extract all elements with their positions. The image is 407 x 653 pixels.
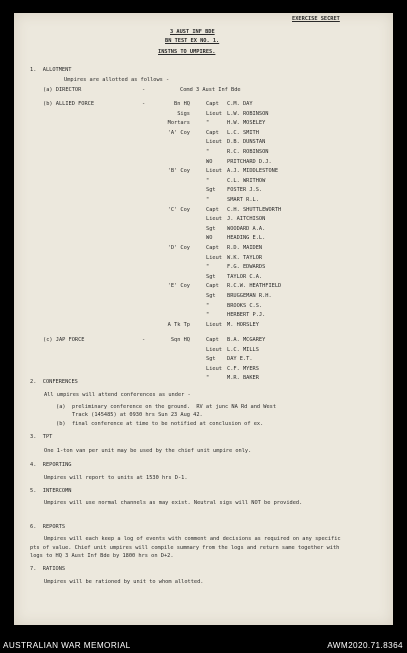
umpire-name: L.C. SMITH [227,129,259,136]
section-7-text: Umpires will be rationed by unit to whom allotted. [44,579,204,585]
umpire-name: A.J. MIDDLESTONE [227,168,279,175]
jap-force-dash: - [142,337,146,343]
umpire-rank: WO [206,235,213,242]
umpire-name: M.R. BAKER [227,375,259,382]
umpire-rank: " [206,149,210,155]
umpire-rank: Sgt [206,273,216,280]
umpire-rank: Lieut [206,254,222,261]
umpire-rank: " [206,375,210,382]
umpire-unit: Sqn HQ [170,337,190,343]
conference-a-line-1: (a) preliminary conference on the ground. RV at junc NA Rd and West [56,404,277,410]
accession-number: AWM2020.71.8364 [327,641,403,650]
section-6-text: Umpires will each keep a log of events with comment and decisions as required on any specific pts of value. Chief unit umpires will compile summary from the logs and return same together with logs to HQ 3 Aust Inf Bde by 1800 hrs on D+2. [30,536,341,560]
director-value: Comd 3 Aust Inf Bde [180,87,241,93]
umpire-rank: " [206,197,210,203]
umpire-unit: 'A' Coy [167,129,190,136]
section-5-text: Umpires will use normal channels as may exist. Neutral sigs will NOT be provided. [44,500,303,506]
umpire-name: BRUGGEMAN R.H. [227,293,272,299]
director-dash: - [142,87,146,93]
umpire-unit: A Tk Tp [167,321,190,328]
umpire-rank: Sgt [206,187,216,194]
umpire-rank: Capt [206,206,219,213]
umpire-name: M. HORSLEY [227,321,259,328]
umpire-name: L.C. MILLS [227,346,259,353]
umpire-rank: Capt [206,283,219,290]
umpire-unit: 'D' Coy [167,245,190,251]
section-2-intro: All umpires will attend conferences as under - [44,392,191,398]
section-4-text: Umpires will report to units at 1530 hrs D-1. [44,475,188,481]
umpire-name: W.K. TAYLOR [227,254,263,261]
umpire-name: BROOKS C.S. [227,302,263,309]
umpire-name: C.H. SHUTTLEWORTH [227,206,282,213]
allied-force-dash: - [142,101,146,107]
umpire-rank: WO [206,158,213,165]
umpire-name: TAYLOR C.A. [227,273,263,280]
umpire-name: F.G. EDWARDS [227,264,266,271]
umpire-rank: Capt [206,337,219,343]
umpire-name: R.C. ROBINSON [227,149,269,155]
umpire-name: L.W. ROBINSON [227,110,269,117]
umpire-name: C.F. MYERS [227,365,259,372]
section-1-intro: Umpires are allotted as follows - [64,77,170,83]
section-1-heading: 1. ALLOTMENT [30,67,72,73]
umpire-name: D.B. DUNSTAN [227,139,266,146]
umpire-rank: Capt [206,129,219,136]
umpire-rank: Sgt [206,225,216,232]
document-page [14,13,393,625]
section-6-heading: 6. REPORTS [30,524,66,530]
umpire-name: H.W. MOSELEY [227,120,266,127]
section-2-heading: 2. CONFERENCES [30,379,78,385]
jap-force-label: (c) JAP FORCE [43,337,85,343]
archive-footer [0,627,407,653]
classification-mark: EXERCISE SECRET [292,16,340,22]
umpire-rank: Capt [206,245,219,251]
umpire-name: PRITCHARD D.J. [227,158,272,165]
section-3-text: One 1-ton van per unit may be used by the chief unit umpire only. [44,448,252,454]
umpire-unit: 'C' Coy [167,206,190,213]
umpire-unit: Sigs [177,110,190,117]
umpire-unit: 'E' Coy [167,283,190,290]
archive-name: AUSTRALIAN WAR MEMORIAL [3,641,131,650]
conference-a-line-2: Track (145485) at 0930 hrs Sun 23 Aug 42. [72,412,203,418]
umpire-rank: " [206,120,210,127]
allied-force-label: (b) ALLIED FORCE [43,101,95,107]
umpire-rank: Sgt [206,293,216,299]
umpire-rank: " [206,302,210,309]
umpire-rank: Capt [206,101,219,107]
section-5-heading: 5. INTERCOMN [30,488,72,494]
umpire-name: DAY E.T. [227,356,253,363]
umpire-rank: Lieut [206,346,222,353]
umpire-rank: Lieut [206,139,222,146]
conference-b: (b) final conference at time to be notified at conclusion of ex. [56,421,264,427]
umpire-name: WOODARD A.A. [227,225,266,232]
section-7-heading: 7. RATIONS [30,566,66,572]
umpire-rank: Lieut [206,321,222,328]
umpire-name: R.D. MAIDEN [227,245,263,251]
umpire-name: SMART R.L. [227,197,259,203]
umpire-name: R.C.W. HEATHFIELD [227,283,282,290]
unit-heading: 3 AUST INF BDE [170,29,215,35]
exercise-heading: BN TEST EX NO. 1. [165,38,220,44]
umpire-name: J. AITCHISON [227,216,266,223]
director-label: (a) DIRECTOR [43,87,82,93]
section-4-heading: 4. REPORTING [30,462,72,468]
umpire-rank: " [206,177,210,184]
section-3-heading: 3. TPT [30,434,53,440]
umpire-rank: Sgt [206,356,216,363]
umpire-rank: " [206,264,210,271]
umpire-rank: Lieut [206,365,222,372]
umpire-unit: Mortars [167,120,190,127]
umpire-rank: Lieut [206,110,222,117]
umpire-rank: " [206,312,210,319]
umpire-name: HERBERT P.J. [227,312,266,319]
umpire-unit: 'B' Coy [167,168,190,175]
umpire-rank: Lieut [206,216,222,223]
umpire-rank: Lieut [206,168,222,175]
umpire-unit: Bn HQ [174,101,190,107]
umpire-name: HEADING E.L. [227,235,266,242]
umpire-name: FOSTER J.S. [227,187,263,194]
umpire-name: C.M. DAY [227,101,253,107]
umpire-name: C.L. WRITHOW [227,177,266,184]
document-title: INSTNS TO UMPIRES. [158,49,216,55]
umpire-name: B.A. MCGAREY [227,337,266,343]
